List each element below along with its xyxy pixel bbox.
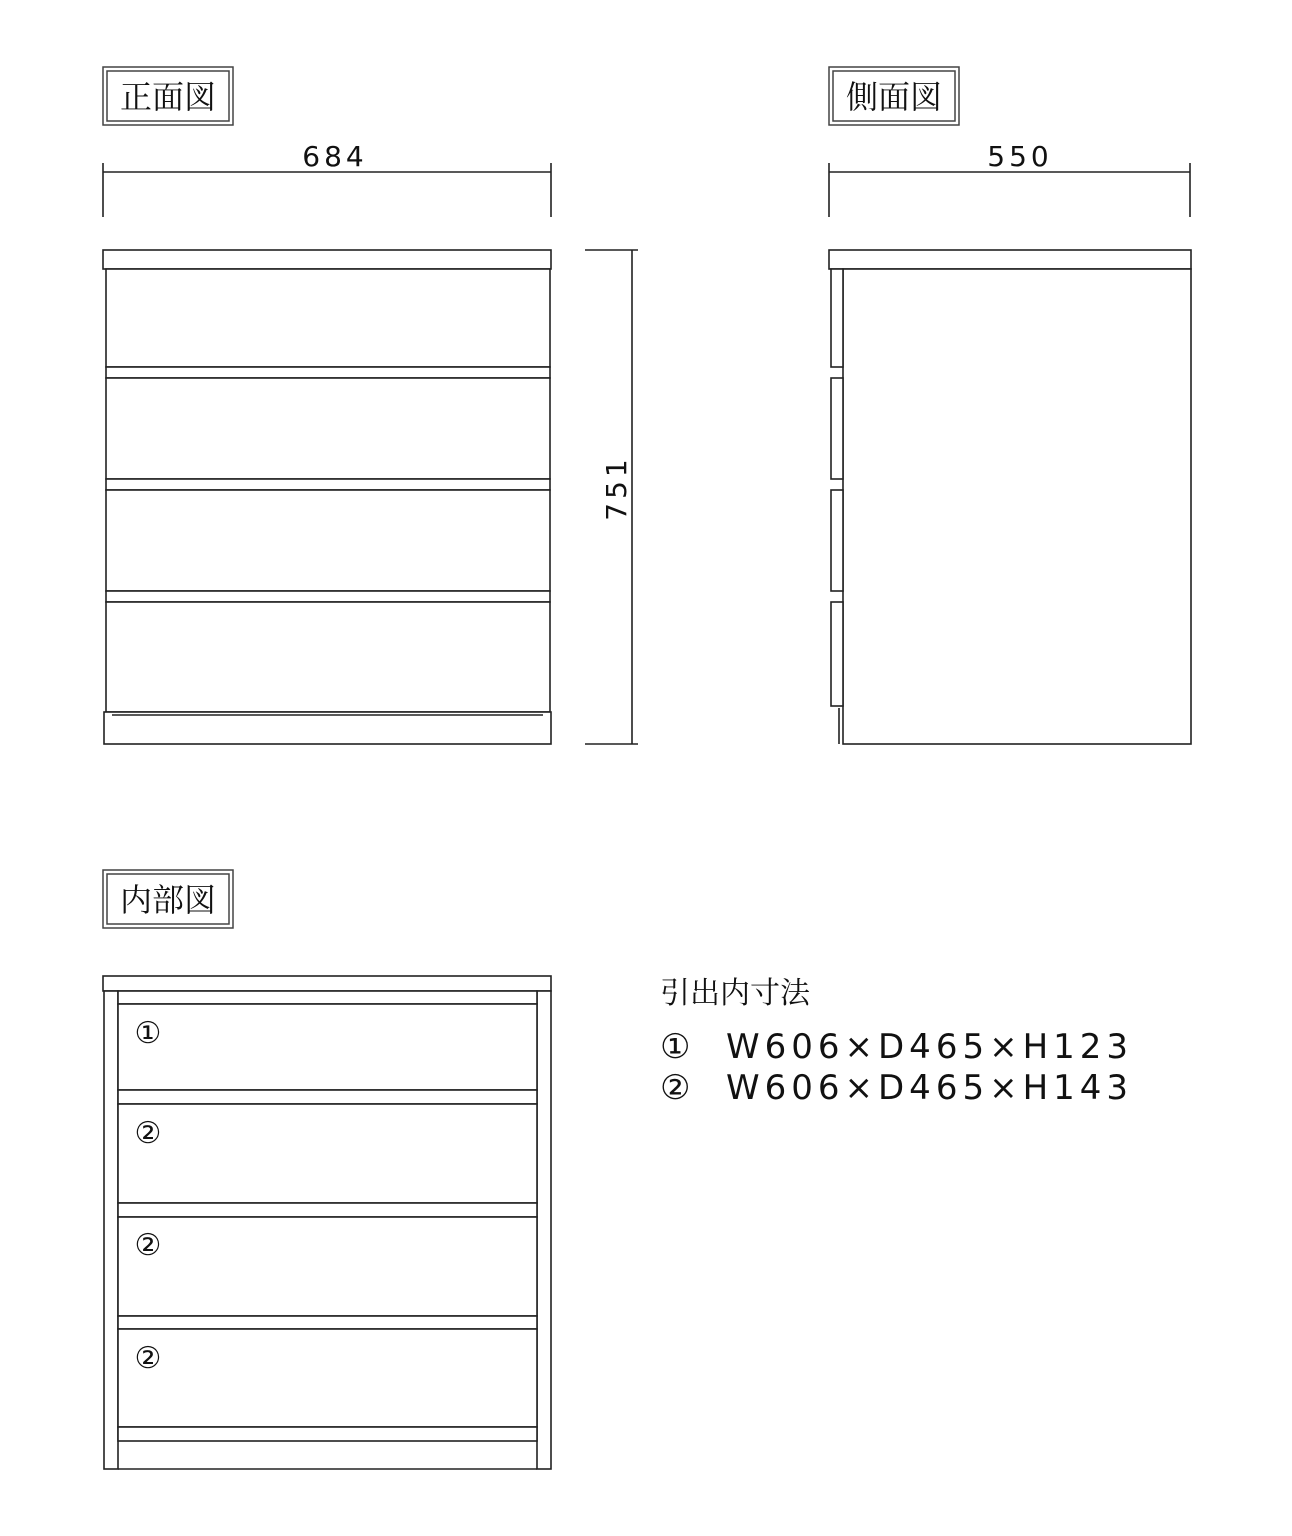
front-width-label: 684 bbox=[302, 140, 368, 173]
front-base bbox=[104, 712, 551, 744]
spec-row-1-marker: ① bbox=[660, 1027, 696, 1067]
side-depth-dimension bbox=[829, 140, 1190, 217]
front-view-title-tag bbox=[103, 67, 233, 125]
side-view bbox=[829, 67, 1191, 744]
side-view-title: 側面図 bbox=[845, 78, 943, 116]
interior-top-board bbox=[103, 976, 551, 991]
front-drawer-3 bbox=[106, 490, 550, 591]
interior-drawer-3-marker: ② bbox=[134, 1228, 162, 1263]
front-height-label: 751 bbox=[600, 455, 633, 521]
interior-drawer-4-marker: ② bbox=[134, 1341, 162, 1376]
interior-drawer-1-marker: ① bbox=[134, 1016, 162, 1051]
interior-view-title: 内部図 bbox=[119, 881, 217, 919]
interior-drawer-3 bbox=[118, 1217, 537, 1316]
side-top-board bbox=[829, 250, 1191, 269]
front-view-title: 正面図 bbox=[119, 78, 217, 116]
interior-left-panel bbox=[104, 991, 118, 1469]
front-top-board bbox=[103, 250, 551, 269]
side-cabinet bbox=[829, 250, 1191, 744]
side-depth-label: 550 bbox=[987, 140, 1053, 173]
front-width-dimension bbox=[103, 140, 551, 217]
interior-drawer-2-marker: ② bbox=[134, 1116, 162, 1151]
specs-title: 引出内寸法 bbox=[660, 976, 810, 1011]
interior-view bbox=[103, 870, 551, 1469]
drawer-specs bbox=[660, 976, 1133, 1108]
front-drawer-1 bbox=[106, 269, 550, 367]
side-drawer-front-1 bbox=[831, 269, 843, 367]
interior-right-panel bbox=[537, 991, 551, 1469]
side-drawer-front-3 bbox=[831, 490, 843, 591]
front-view bbox=[103, 67, 638, 744]
side-view-title-tag bbox=[829, 67, 959, 125]
front-drawer-2 bbox=[106, 378, 550, 479]
spec-row-1-dims: W606×D465×H123 bbox=[726, 1027, 1134, 1067]
spec-row-2-dims: W606×D465×H143 bbox=[726, 1068, 1134, 1108]
front-cabinet bbox=[103, 250, 551, 744]
side-drawer-front-2 bbox=[831, 378, 843, 479]
interior-drawer-1 bbox=[118, 1004, 537, 1090]
front-height-dimension bbox=[585, 250, 638, 744]
side-panel bbox=[843, 269, 1191, 744]
front-drawer-4 bbox=[106, 602, 550, 712]
interior-drawer-2 bbox=[118, 1104, 537, 1203]
spec-row-2-marker: ② bbox=[660, 1068, 696, 1108]
interior-view-title-tag bbox=[103, 870, 233, 928]
interior-cabinet bbox=[103, 976, 551, 1469]
interior-drawer-4 bbox=[118, 1329, 537, 1427]
side-drawer-front-4 bbox=[831, 602, 843, 706]
